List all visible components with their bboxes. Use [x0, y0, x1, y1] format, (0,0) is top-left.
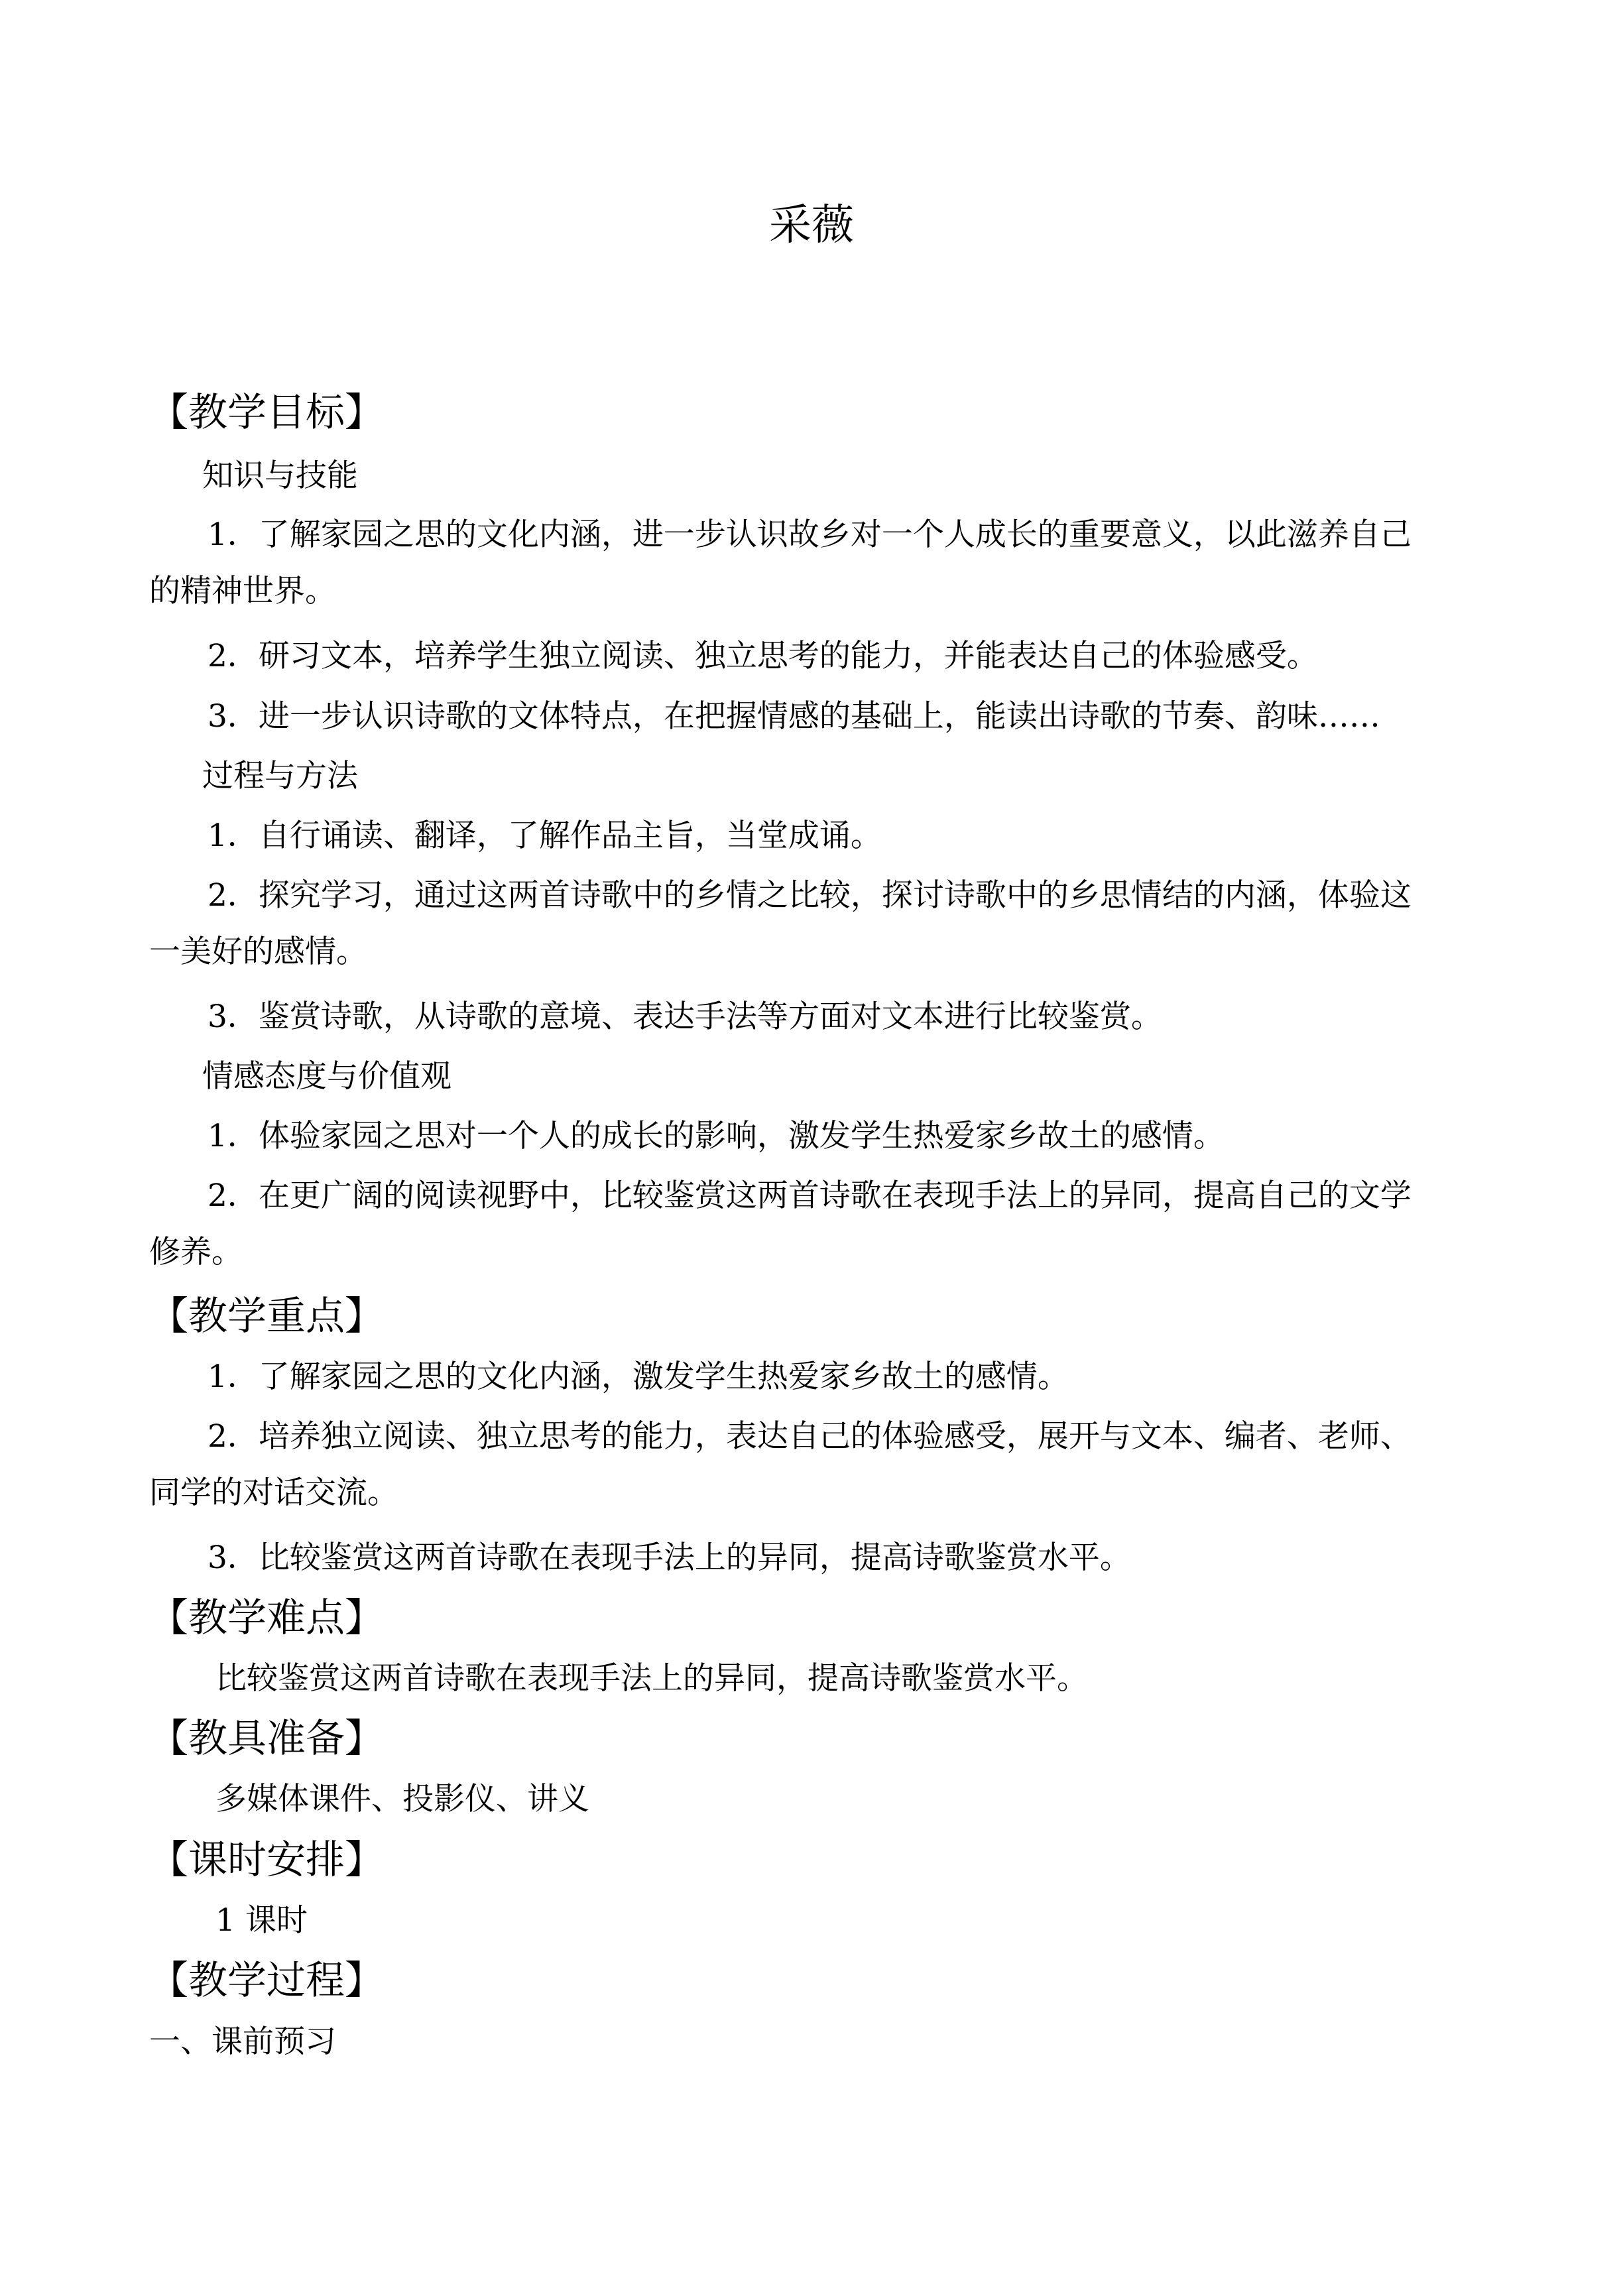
- knowledge-item-1: [149, 514, 1412, 613]
- subheading-knowledge: 知识与技能: [202, 457, 358, 494]
- process-item-3: 3．鉴赏诗歌，从诗歌的意境、表达手法等方面对文本进行比较鉴赏。: [208, 998, 1162, 1035]
- heading-teaching-process: 【教学过程】: [149, 1957, 385, 2003]
- key-item-2: [149, 1416, 1412, 1514]
- heading-objectives: 【教学目标】: [149, 389, 385, 435]
- heading-difficulty: 【教学难点】: [149, 1595, 385, 1640]
- knowledge-item-3: 3．进一步认识诗歌的文体特点，在把握情感的基础上，能读出诗歌的节奏、韵味……: [208, 698, 1380, 735]
- difficulty-text: 比较鉴赏这两首诗歌在表现手法上的异同，提高诗歌鉴赏水平。: [215, 1660, 1088, 1697]
- document-title: 采薇: [769, 201, 854, 250]
- process-item-2-line2: 一美好的感情。: [149, 934, 367, 970]
- subheading-process: 过程与方法: [202, 758, 358, 794]
- tools-text: 多媒体课件、投影仪、讲义: [215, 1781, 589, 1817]
- time-text: 1 课时: [215, 1902, 308, 1939]
- emotion-item-2: [149, 1175, 1412, 1274]
- subheading-emotion: 情感态度与价值观: [202, 1058, 451, 1095]
- key-item-2-line2: 同学的对话交流。: [149, 1475, 398, 1511]
- key-item-1: 1．了解家园之思的文化内涵，激发学生热爱家乡故土的感情。: [208, 1359, 1069, 1395]
- heading-key-points: 【教学重点】: [149, 1293, 385, 1339]
- process-item-2: [149, 875, 1412, 973]
- knowledge-item-1-line2: 的精神世界。: [149, 573, 336, 609]
- key-item-3: 3．比较鉴赏这两首诗歌在表现手法上的异同，提高诗歌鉴赏水平。: [208, 1540, 1131, 1576]
- process-item-2-line1: 2．探究学习，通过这两首诗歌中的乡情之比较，探讨诗歌中的乡思情结的内涵，体验这: [208, 877, 1412, 914]
- heading-tools: 【教具准备】: [149, 1715, 385, 1761]
- emotion-item-2-line1: 2．在更广阔的阅读视野中，比较鉴赏这两首诗歌在表现手法上的异同，提高自己的文学: [208, 1178, 1412, 1214]
- heading-time: 【课时安排】: [149, 1837, 385, 1882]
- process-item-1: 1．自行诵读、翻译，了解作品主旨，当堂成诵。: [208, 817, 882, 854]
- knowledge-item-1-line1: 1．了解家园之思的文化内涵，进一步认识故乡对一个人成长的重要意义，以此滋养自己: [208, 516, 1412, 553]
- knowledge-item-2: 2．研习文本，培养学生独立阅读、独立思考的能力，并能表达自己的体验感受。: [208, 638, 1318, 674]
- key-item-2-line1: 2．培养独立阅读、独立思考的能力，表达自己的体验感受，展开与文本、编者、老师、: [208, 1418, 1412, 1455]
- emotion-item-2-line2: 修养。: [149, 1234, 243, 1270]
- emotion-item-1: 1．体验家园之思对一个人的成长的影响，激发学生热爱家乡故土的感情。: [208, 1118, 1225, 1154]
- preview-text: 一、课前预习: [149, 2024, 336, 2060]
